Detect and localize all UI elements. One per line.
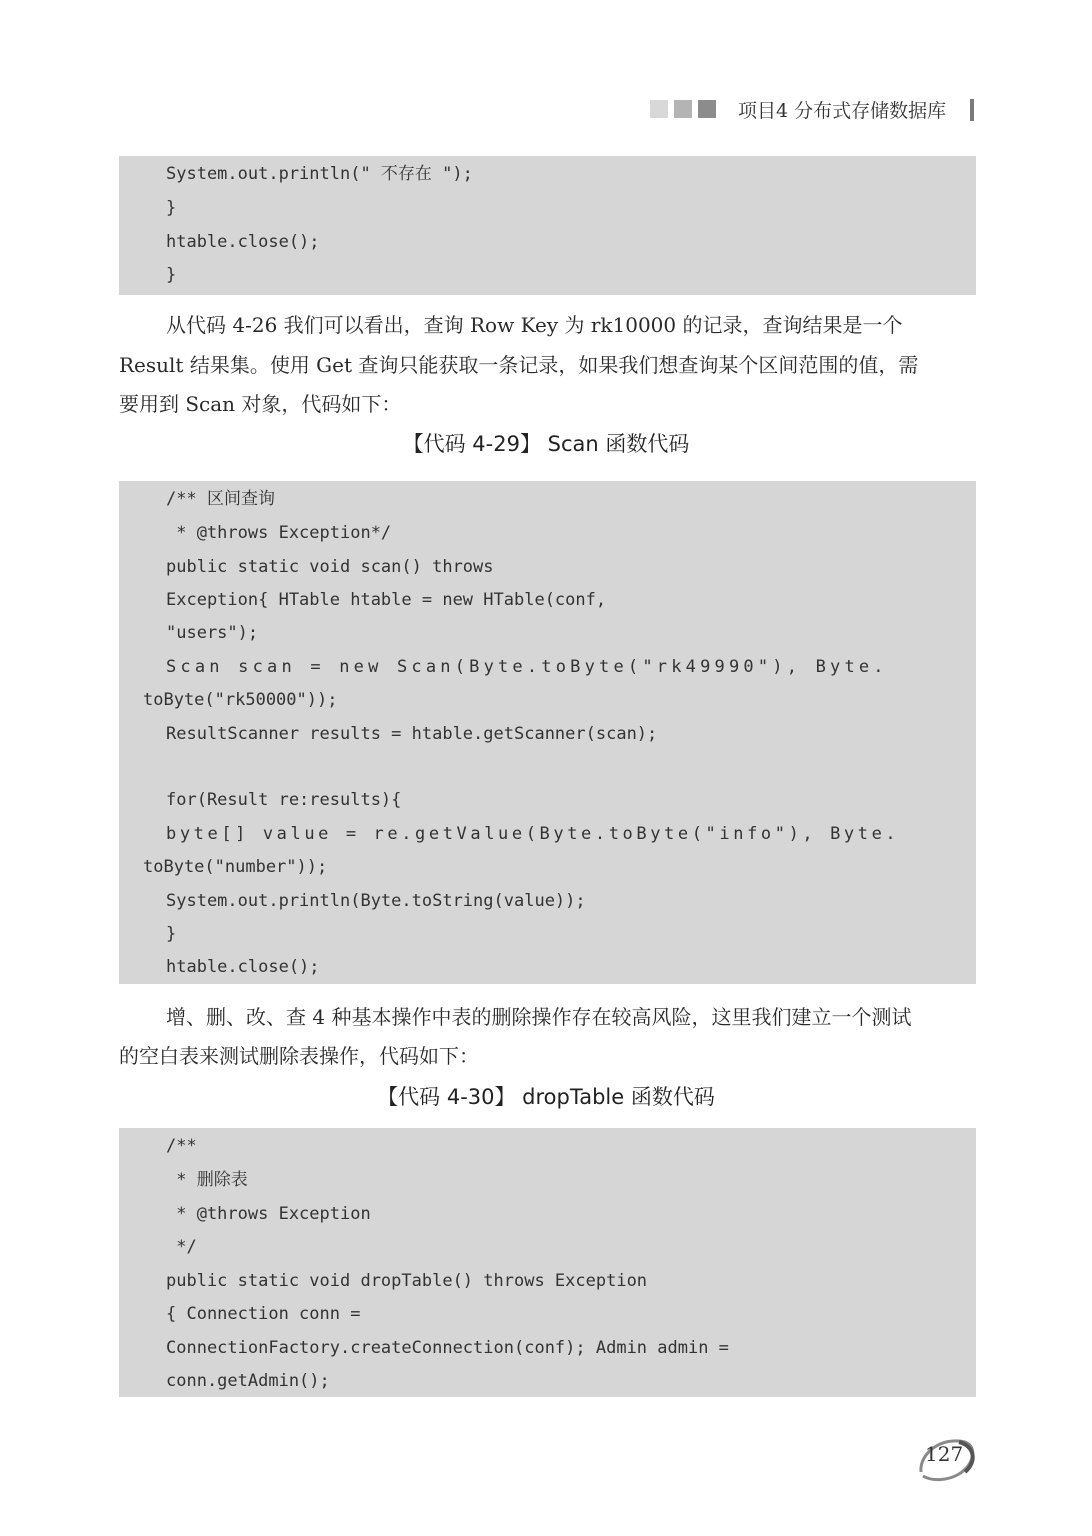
code-line: } (166, 265, 177, 285)
code-line: /** (166, 1136, 197, 1156)
paragraph-line: Result 结果集。使用 Get 查询只能获取一条记录，如果我们想查询某个区间范围的值，需 (119, 353, 919, 377)
code-line: Scan scan = new Scan(Byte.toByte("rk49990"), Byte. (166, 657, 888, 677)
code-line: } (166, 198, 177, 218)
code-line: "users"); (166, 623, 259, 643)
code-line: htable.close(); (166, 957, 320, 977)
code-line: byte[] value = re.getValue(Byte.toByte("info"), Byte. (166, 824, 900, 844)
code-block-droptable (119, 1128, 976, 1397)
code-line: { Connection conn = (166, 1304, 361, 1324)
code-line: * 删除表 (166, 1170, 248, 1190)
code-line: public static void dropTable() throws Exception (166, 1271, 648, 1291)
paragraph-line: 的空白表来测试删除表操作，代码如下： (119, 1044, 479, 1068)
code-line: * @throws Exception*/ (166, 523, 392, 543)
code-caption: 【代码 4-29】 Scan 函数代码 (402, 432, 690, 456)
header-bar (970, 99, 974, 121)
code-caption: 【代码 4-30】 dropTable 函数代码 (377, 1085, 715, 1109)
code-line: public static void scan() throws (166, 557, 494, 577)
code-line: System.out.println(Byte.toString(value)); (166, 891, 586, 911)
paragraph-line: 从代码 4-26 我们可以看出，查询 Row Key 为 rk10000 的记录，查询结果是一个 (166, 313, 903, 337)
code-line: ConnectionFactory.createConnection(conf); Admin admin = (166, 1338, 729, 1358)
code-block-scan (119, 481, 976, 984)
header-square-light (650, 100, 668, 118)
header-title: 项目4 分布式存储数据库 (738, 100, 947, 122)
code-line: conn.getAdmin(); (166, 1371, 330, 1391)
page-number-badge (915, 1432, 979, 1484)
header-square-dark (698, 100, 716, 118)
page-number: 127 (925, 1442, 964, 1466)
code-line: for(Result re:results){ (166, 790, 402, 810)
code-line: } (166, 924, 177, 944)
code-line: */ (166, 1237, 197, 1257)
code-line: htable.close(); (166, 232, 320, 252)
code-line: * @throws Exception (166, 1204, 371, 1224)
code-block-continuation (119, 156, 976, 295)
code-line: toByte("number")); (143, 857, 328, 877)
paragraph-line: 增、删、改、查 4 种基本操作中表的删除操作存在较高风险，这里我们建立一个测试 (166, 1005, 912, 1029)
running-header (648, 96, 988, 128)
code-line: System.out.println(" 不存在 "); (166, 164, 473, 184)
code-line: Exception{ HTable htable = new HTable(conf, (166, 590, 607, 610)
header-square-medium (674, 100, 692, 118)
code-line: /** 区间查询 (166, 489, 275, 509)
code-line: ResultScanner results = htable.getScanner(scan); (166, 724, 658, 744)
paragraph-line: 要用到 Scan 对象，代码如下： (119, 392, 402, 416)
code-line: toByte("rk50000")); (143, 690, 338, 710)
